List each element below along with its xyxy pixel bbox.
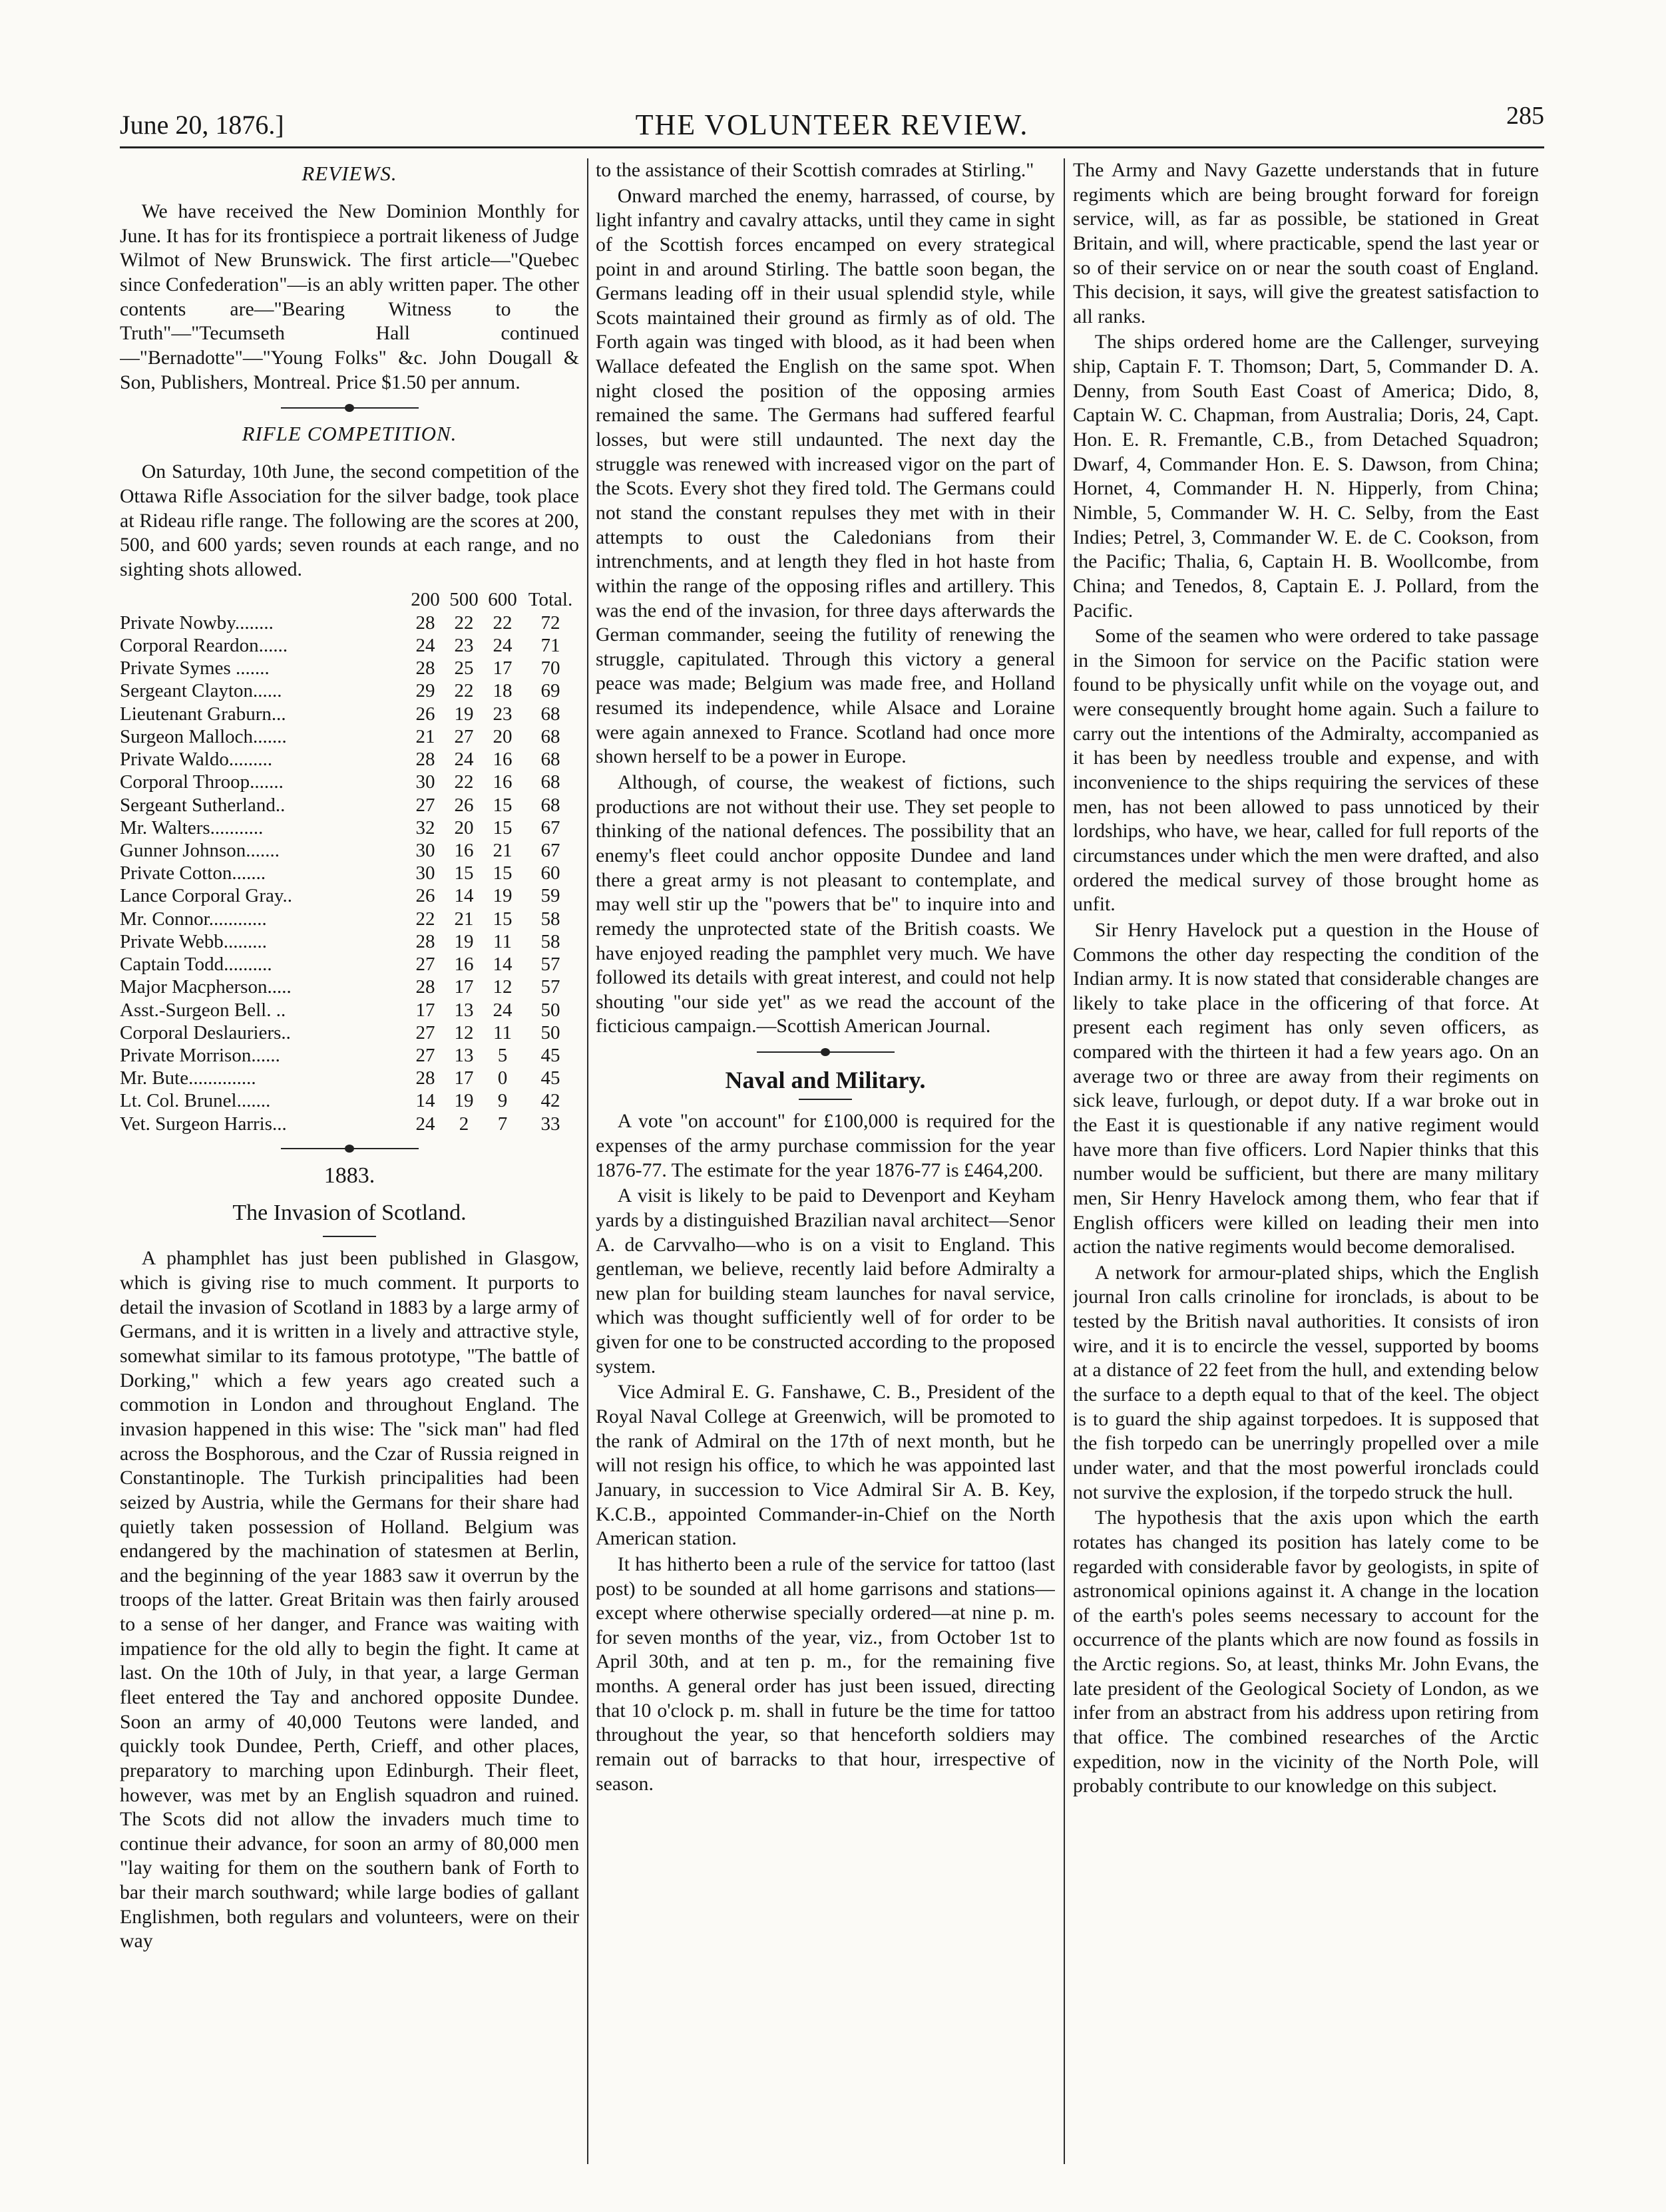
- shooter-name: Corporal Deslauriers..: [120, 1021, 291, 1043]
- score-600: 15: [493, 908, 513, 930]
- score-row: [120, 953, 579, 976]
- invasion-continued-paragraph: to the assistance of their Scottish comrades at Stirling.": [596, 159, 1034, 181]
- score-total: 45: [540, 1044, 560, 1066]
- score-600: 16: [493, 749, 513, 771]
- score-600: 15: [493, 862, 513, 884]
- score-500: 19: [454, 703, 474, 725]
- reviews-paragraph: We have received the New Dominion Monthly for June. It has for its frontispiece a portrait likeness of Judge Wilmot of New Brunswick. The first article—"Quebec since Confederation"—is an ably written paper. The other contents are—"Bearing Witness to the Truth"—"Tecumseth Hall continued—"Bernadotte"—"Young Folks" &c. John Dougall & Son, Publishers, Montreal. Price $1.50 per annum.: [120, 200, 579, 393]
- rifle-competition-heading: RIFLE COMPETITION.: [242, 422, 457, 446]
- score-row: [120, 794, 579, 817]
- news-paragraph: A network for armour-plated ships, which the English journal Iron calls crinoline for ironclads, is about to be tested by the British naval authorities. It consists of iron wire, and it is to encircle the vessel, supported by booms at a distance of 22 feet from the hull, and extending below the surface to a depth equal to that of the keel. The object is to guard the ship against torpedoes. It is supposed that the fish torpedo can be unerringly propelled over a mile under water, and that the most powerful ironclads could not survive the explosion, if the torpedo struck the hull.: [1073, 1261, 1539, 1503]
- issue-date: June 20, 1876.]: [120, 110, 284, 140]
- year-heading: 1883.: [323, 1163, 375, 1188]
- shooter-name: Private Cotton.......: [120, 862, 266, 884]
- score-row: [120, 908, 579, 930]
- shooter-name: Vet. Surgeon Harris...: [120, 1113, 287, 1135]
- score-200: 28: [415, 657, 435, 679]
- score-row: [120, 976, 579, 998]
- score-600: 20: [493, 725, 513, 747]
- score-500: 22: [454, 612, 474, 634]
- score-200: 26: [415, 703, 435, 725]
- score-600: 17: [493, 657, 513, 679]
- score-total: 68: [540, 725, 560, 747]
- scores-header-row: [120, 588, 579, 612]
- score-600: 19: [493, 885, 513, 907]
- score-200: 28: [415, 749, 435, 771]
- score-500: 20: [454, 817, 474, 838]
- score-row: [120, 884, 579, 907]
- shooter-name: Sergeant Clayton......: [120, 680, 282, 702]
- score-500: 15: [454, 862, 474, 884]
- naval-military-heading: Naval and Military.: [725, 1067, 926, 1094]
- shooter-name: Private Waldo.........: [120, 749, 273, 771]
- heading-rule: [799, 1099, 852, 1100]
- score-row: [120, 862, 579, 884]
- score-600: 24: [493, 999, 513, 1021]
- scores-table: [120, 588, 579, 1135]
- score-200: 24: [415, 1113, 435, 1135]
- score-200: 22: [415, 908, 435, 930]
- score-total: 50: [540, 1021, 560, 1043]
- score-600: 22: [493, 612, 513, 634]
- heading-rule: [323, 1236, 376, 1237]
- shooter-name: Corporal Throop.......: [120, 771, 284, 793]
- score-row: [120, 725, 579, 748]
- shooter-name: Captain Todd..........: [120, 954, 272, 976]
- score-200: 26: [415, 885, 435, 907]
- score-600: 18: [493, 680, 513, 702]
- shooter-name: Lance Corporal Gray..: [120, 885, 293, 907]
- naval-paragraph: It has hitherto been a rule of the service for tattoo (last post) to be sounded at all home garrisons and stations—except where otherwise specially ordered—at nine p. m. for seven months of the year, viz., from October 1st to April 30th, and at ten p. m., for the remaining five months. A general order has just been issued, directing that 10 o'clock p. m. shall in future be the time for tattoo throughout the year, so that henceforth soldiers may remain out of barracks to that hour, irrespective of season.: [596, 1553, 1055, 1795]
- col-header-200: 200: [411, 588, 440, 610]
- column-right: [1073, 158, 1539, 2164]
- page-number: 285: [1506, 102, 1544, 130]
- shooter-name: Asst.-Surgeon Bell. ..: [120, 999, 286, 1021]
- shooter-name: Private Nowby........: [120, 612, 274, 634]
- score-total: 68: [540, 794, 560, 816]
- score-600: 12: [493, 976, 513, 998]
- score-total: 57: [540, 976, 560, 998]
- score-row: [120, 748, 579, 771]
- scores-body: [120, 612, 579, 1135]
- score-600: 24: [493, 635, 513, 657]
- score-200: 24: [415, 635, 435, 657]
- score-500: 22: [454, 680, 474, 702]
- score-500: 26: [454, 794, 474, 816]
- score-600: 5: [497, 1044, 508, 1066]
- shooter-name: Corporal Reardon......: [120, 635, 288, 657]
- section-separator: [120, 401, 579, 415]
- shooter-name: Sergeant Sutherland..: [120, 794, 286, 816]
- score-600: 21: [493, 839, 513, 861]
- score-row: [120, 612, 579, 634]
- score-total: 42: [540, 1090, 560, 1112]
- score-total: 57: [540, 954, 560, 976]
- news-paragraph: The hypothesis that the axis upon which the earth rotates has changed its position has lately come to be regarded with considerable favor by geologists, in spite of astronomical opinions against it. A change in the location of the earth's poles seems necessary to account for the occurrence of the plants which are now found as fossils in the Arctic regions. So, at least, thinks Mr. John Evans, the late president of the Geological Society of London, as we infer from an abstract from his address upon retiring from that office. The combined researches of the Arctic expedition, now in the vicinity of the North Pole, will probably contribute to our knowledge on this subject.: [1073, 1507, 1539, 1797]
- score-500: 24: [454, 749, 474, 771]
- score-total: 70: [540, 657, 560, 679]
- score-200: 17: [415, 999, 435, 1021]
- score-row: [120, 1113, 579, 1135]
- score-500: 2: [459, 1113, 469, 1135]
- shooter-name: Private Symes .......: [120, 657, 270, 679]
- score-200: 28: [415, 976, 435, 998]
- score-200: 30: [415, 771, 435, 793]
- score-200: 28: [415, 612, 435, 634]
- shooter-name: Private Morrison......: [120, 1044, 280, 1066]
- column-divider: [587, 158, 588, 2164]
- score-row: [120, 839, 579, 862]
- score-600: 15: [493, 794, 513, 816]
- score-total: 60: [540, 862, 560, 884]
- shooter-name: Gunner Johnson.......: [120, 839, 280, 861]
- score-600: 11: [493, 930, 512, 952]
- score-total: 71: [540, 635, 560, 657]
- shooter-name: Lieutenant Graburn...: [120, 703, 286, 725]
- score-600: 11: [493, 1021, 512, 1043]
- score-row: [120, 1021, 579, 1044]
- score-total: 67: [540, 817, 560, 838]
- score-500: 16: [454, 839, 474, 861]
- section-separator: [120, 1142, 579, 1155]
- score-200: 27: [415, 1021, 435, 1043]
- score-row: [120, 634, 579, 657]
- shooter-name: Surgeon Malloch.......: [120, 725, 287, 747]
- news-paragraph: Some of the seamen who were ordered to take passage in the Simoon for service on the Pacific station were found to be physically unfit while on the voyage out, and were consequently brought home again. Such a failure to carry out the intentions of the Admiralty, accompanied as it has been by needless trouble and expense, and with inconvenience to the ships requiring the services of these men, has not been allowed to pass unnoticed by their lordships, who have, we hear, called for full reports of the circumstances under which the men were drafted, and also ordered the medical survey of those brought home as unfit.: [1073, 625, 1539, 916]
- score-row: [120, 817, 579, 839]
- col-header-500: 500: [449, 588, 479, 610]
- score-200: 21: [415, 725, 435, 747]
- score-200: 30: [415, 862, 435, 884]
- score-500: 22: [454, 771, 474, 793]
- score-total: 69: [540, 680, 560, 702]
- section-separator: [596, 1045, 1055, 1059]
- col-header-total: Total.: [528, 588, 573, 610]
- invasion-continued-paragraph: Although, of course, the weakest of fictions, such productions are not without their use. They set people to thinking of the national defences. The possibility that an enemy's fleet could anchor opposite Dundee and land there a great army is not pleasant to contemplate, and may well stir up the "powers that be" to inquire into and remedy the unprotected state of the British coasts. We have enjoyed reading the pamphlet very much. We have followed its details with great interest, and could not help shouting "our side yet" as we read the account of the ficticious campaign.—Scottish American Journal.: [596, 771, 1055, 1037]
- shooter-name: Mr. Connor............: [120, 908, 267, 930]
- score-600: 16: [493, 771, 513, 793]
- score-row: [120, 930, 579, 953]
- score-500: 25: [454, 657, 474, 679]
- column-divider: [1064, 158, 1065, 2164]
- score-200: 29: [415, 680, 435, 702]
- score-200: 27: [415, 954, 435, 976]
- shooter-name: Mr. Walters...........: [120, 817, 264, 838]
- score-total: 68: [540, 749, 560, 771]
- score-200: 28: [415, 930, 435, 952]
- score-600: 7: [497, 1113, 508, 1135]
- score-total: 68: [540, 703, 560, 725]
- score-500: 27: [454, 725, 474, 747]
- shooter-name: Private Webb.........: [120, 930, 268, 952]
- score-200: 30: [415, 839, 435, 861]
- score-600: 15: [493, 817, 513, 838]
- invasion-heading: The Invasion of Scotland.: [232, 1200, 467, 1225]
- score-row: [120, 657, 579, 679]
- score-total: 58: [540, 930, 560, 952]
- score-total: 33: [540, 1113, 560, 1135]
- score-row: [120, 771, 579, 793]
- score-200: 32: [415, 817, 435, 838]
- score-total: 59: [540, 885, 560, 907]
- page-header: [120, 100, 1544, 148]
- invasion-paragraph: A phamphlet has just been published in Glasgow, which is giving rise to much comment. It purports to detail the invasion of Scotland in 1883 by a large army of Germans, and it is written in a lively and attractive style, somewhat similar to its famous prototype, "The battle of Dorking," which a few years ago created such a commotion in London and throughout England. The invasion happened in this wise: The "sick man" had fled across the Bosphorous, and the Czar of Russia reigned in Constantinople. The Turkish principalities had been seized by Austria, while the Germans for their share had quietly taken possession of Holland. Belgium was endangered by the machination of statesmen at Berlin, and the beginning of the year 1883 saw it overrun by the troops of the latter. Great Britain was then fairly aroused to a sense of her danger, and France was waiting with impatience for the old ally to begin the fight. It came at last. On the 10th of July, in that year, a large German fleet entered the Tay and anchored opposite Dundee. Soon an army of 40,000 Teutons were landed, and quickly took Dundee, Perth, Crieff, and other places, preparatory to marching upon Edinburgh. Their fleet, however, was met by an English squadron and ruined. The Scots did not allow the invaders much time to continue their advance, for soon an army of 80,000 men "lay waiting for them on the southern bank of Forth to bar their march southward; while large bodies of gallant Englishmen, both regulars and volunteers, were on their way: [120, 1247, 579, 1952]
- score-500: 16: [454, 954, 474, 976]
- masthead-title: THE VOLUNTEER REVIEW.: [635, 108, 1029, 141]
- news-paragraph: Sir Henry Havelock put a question in the House of Commons the other day respecting the condition of the Indian army. It is now stated that considerable changes are likely to take place in the officering of that force. At present each regiment has only seven officers, as compared with the thirteen it had a few years ago. On an average two or three are away from their regiments on sick leave, furlough, or depot duty. If a war broke out in the East it is questionable if any native regiment would have more than five officers. Lord Napier thinks that this number would be sufficient, but there are many military men, Sir Henry Havelock among them, who fear that if English officers were killed on leading their men into action the native regiments would become demoralised.: [1073, 918, 1539, 1258]
- score-600: 0: [497, 1067, 508, 1089]
- shooter-name: Lt. Col. Brunel.......: [120, 1090, 271, 1112]
- score-500: 21: [454, 908, 474, 930]
- news-paragraph: The ships ordered home are the Callenger, surveying ship, Captain F. T. Thomson; Dart, 5, Commander D. A. Denny, from South East Coast of America; Dido, 8, Captain W. C. Chapman, from Australia; Doris, 24, Capt. Hon. E. R. Fremantle, C.B., from Detached Squadron; Dwarf, 4, Commander Hon. E. S. Dawson, from China; Hornet, 4, Commander H. N. Hipperly, from China; Nimble, 5, Commander W. H. C. Selby, from the East Indies; Petrel, 3, Commander W. E. de C. Cookson, from the Pacific; Thalia, 6, Captain H. B. Woollcombe, from China; and Tenedos, 8, Captain E. J. Pollard, from the Pacific.: [1073, 331, 1539, 622]
- score-200: 27: [415, 1044, 435, 1066]
- score-row: [120, 1067, 579, 1089]
- score-500: 13: [454, 1044, 474, 1066]
- score-500: 14: [454, 885, 474, 907]
- score-total: 50: [540, 999, 560, 1021]
- score-row: [120, 1089, 579, 1112]
- column-middle: [596, 158, 1055, 2164]
- score-row: [120, 703, 579, 725]
- reviews-heading: REVIEWS.: [302, 162, 397, 185]
- score-500: 19: [454, 930, 474, 952]
- score-600: 14: [493, 954, 513, 976]
- score-total: 72: [540, 612, 560, 634]
- score-500: 17: [454, 1067, 474, 1089]
- score-500: 19: [454, 1090, 474, 1112]
- score-500: 23: [454, 635, 474, 657]
- score-500: 12: [454, 1021, 474, 1043]
- score-total: 68: [540, 771, 560, 793]
- score-500: 17: [454, 976, 474, 998]
- score-total: 45: [540, 1067, 560, 1089]
- naval-paragraph: A vote "on account" for £100,000 is required for the expenses of the army purchase commission for the year 1876-77. The estimate for the year 1876-77 is £464,200.: [596, 1110, 1055, 1181]
- column-left: [120, 158, 579, 2164]
- naval-paragraph: Vice Admiral E. G. Fanshawe, C. B., President of the Royal Naval College at Greenwich, will be promoted to the rank of Admiral on the 17th of next month, but he will not resign his office, to which he was appointed last January, in succession to Vice Admiral Sir A. B. Key, K.C.B., appointed Commander-in-Chief on the North American station.: [596, 1381, 1055, 1550]
- naval-paragraph: A visit is likely to be paid to Devenport and Keyham yards by a distinguished Brazilian naval architect—Senor A. de Carvvalho—who is on a visit to England. This gentleman, we believe, recently laid before Admiralty a new plan for building steam launches for naval service, which was thought sufficiently well of for order to be given for one to be constructed according to the proposed system.: [596, 1185, 1055, 1378]
- score-600: 9: [497, 1090, 508, 1112]
- score-total: 67: [540, 839, 560, 861]
- score-row: [120, 679, 579, 702]
- score-200: 14: [415, 1090, 435, 1112]
- score-500: 13: [454, 999, 474, 1021]
- score-total: 58: [540, 908, 560, 930]
- rifle-competition-paragraph: On Saturday, 10th June, the second competition of the Ottawa Rifle Association for the silver badge, took place at Rideau rifle range. The following are the scores at 200, 500, and 600 yards; seven rounds at each range, and no sighting shots allowed.: [120, 461, 579, 580]
- score-row: [120, 999, 579, 1021]
- shooter-name: Mr. Bute..............: [120, 1067, 256, 1089]
- col-header-600: 600: [488, 588, 517, 610]
- shooter-name: Major Macpherson.....: [120, 976, 292, 998]
- score-200: 28: [415, 1067, 435, 1089]
- score-600: 23: [493, 703, 513, 725]
- score-200: 27: [415, 794, 435, 816]
- score-row: [120, 1044, 579, 1067]
- invasion-continued-paragraph: Onward marched the enemy, harrassed, of course, by light infantry and cavalry attacks, until they came in sight of the Scottish forces encamped on every strategical point in and around Stirling. The battle soon began, the Germans leading off in their usual splendid style, while Scots maintained their ground as firmly as of old. The Forth again was tinged with blood, as it had been when Wallace defeated the English on the same spot. When night closed the position of the opposing armies remained the same. The Germans had suffered fearful losses, but were still undaunted. The next day the struggle was renewed with increased vigor on the part of the Scots. Every shot they fired told. The Germans could not stand the constant repulses they met with in their attempts to oust the Caledonians from their intrenchments, and at length they fled in hot haste from within the range of the opposing rifles and artillery. This was the end of the invasion, for three days afterwards the German commander, seeing the futility of renewing the struggle, capitulated. Through this victory a general peace was made; Belgium was made free, and Holland resumed its independence, while Alsace and Loraine were again annexed to France. Scotland had once more shown herself to be a power in Europe.: [596, 184, 1055, 768]
- news-paragraph: The Army and Navy Gazette understands that in future regiments which are being brought forward for foreign service, will, as far as possible, be stationed in Great Britain, and will, where practicable, spend the last year or so of their service on or near the south coast of England. This decision, it says, will give the greatest satisfaction to all ranks.: [1073, 159, 1539, 327]
